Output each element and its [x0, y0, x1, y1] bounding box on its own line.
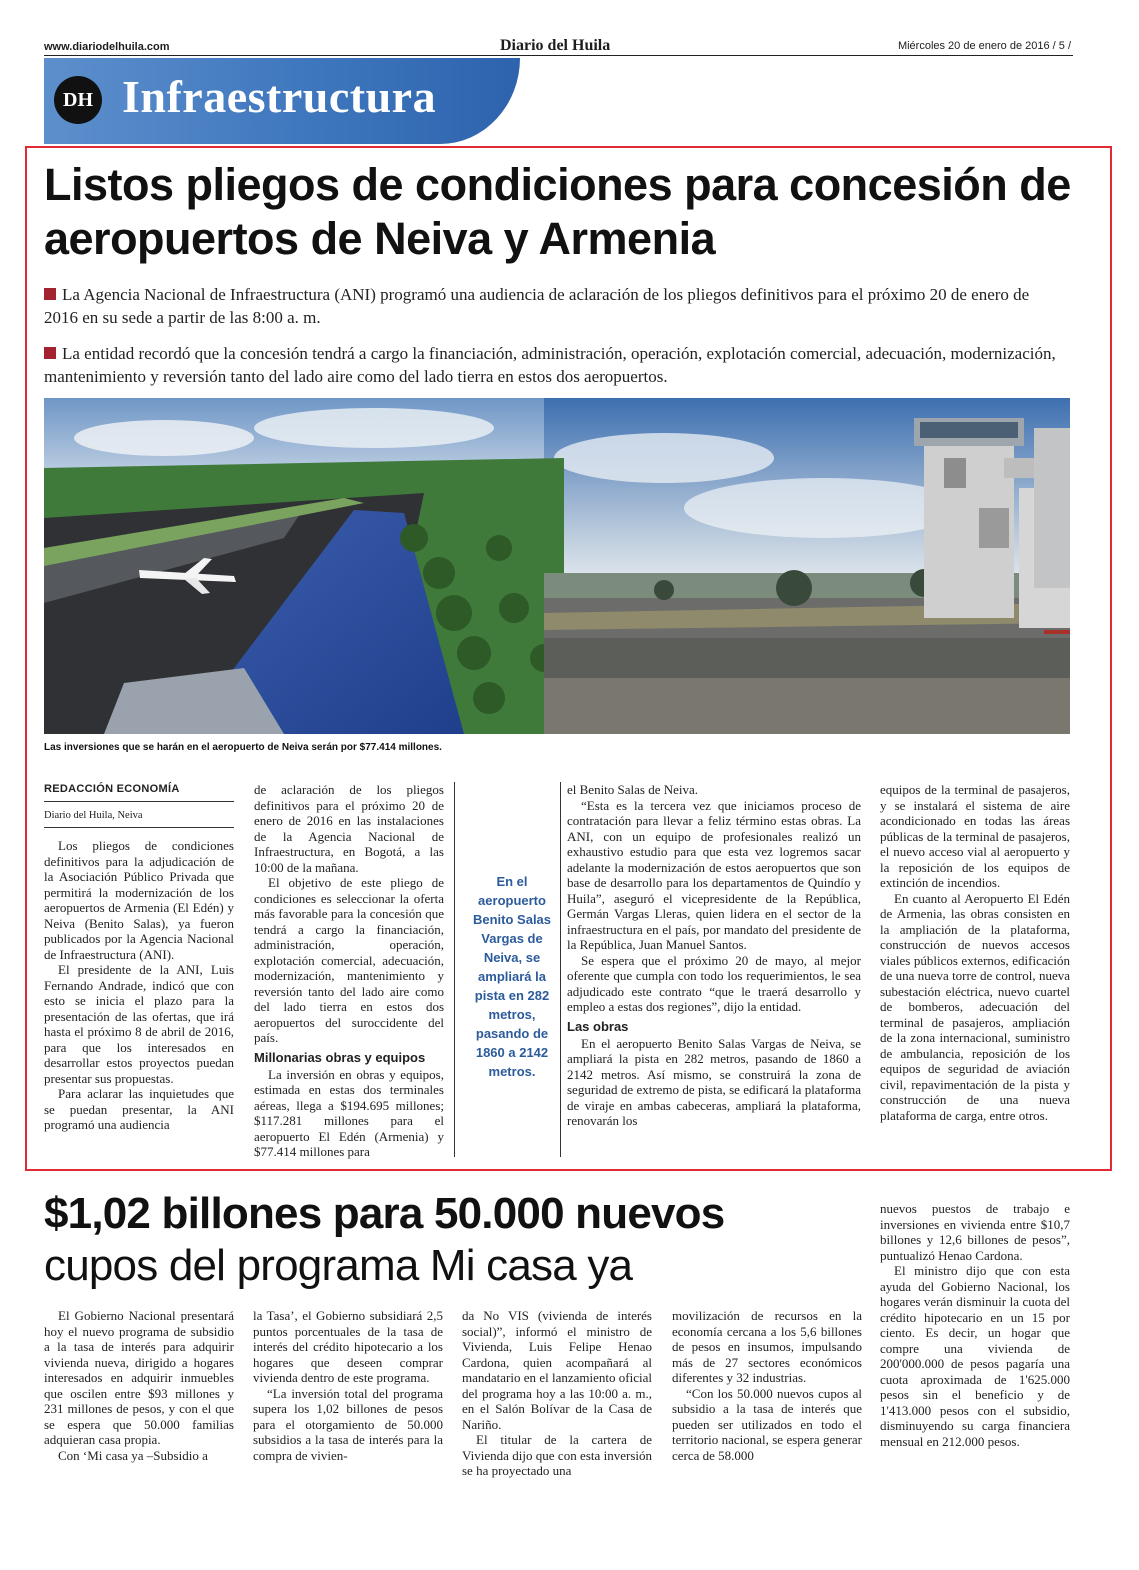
paragraph: movilización de recursos en la economía cercana a los 5,6 billones de pesos en insumos, impulsando más de 27 sectores económicos diferentes y 32 industrias. — [672, 1308, 862, 1385]
paragraph: Para aclarar las inquietudes que se puedan presentar, la ANI programó una audiencia — [44, 1086, 234, 1132]
headline-line-1: $1,02 billones para 50.000 nuevos — [44, 1189, 725, 1238]
subheading: Millonarias obras y equipos — [254, 1049, 426, 1065]
article-headline: Listos pliegos de condiciones para concesión de aeropuertos de Neiva y Armenia — [44, 159, 1071, 264]
airport-photo — [44, 398, 1070, 734]
paragraph: equipos de la terminal de pasajeros, y se instalará el sistema de aire acondicionado en todas las áreas públicas de la terminal de pasajeros, el nuevo acceso vial al aeropuerto y la reposición de los equipos de extinción de incendios. — [880, 782, 1070, 890]
lead-paragraph-1 — [44, 283, 1064, 329]
article-column-2 — [254, 782, 444, 1160]
dh-logo: DH — [54, 76, 102, 124]
subheading: Las obras — [567, 1018, 629, 1034]
headline-line-2: cupos del programa Mi casa ya — [44, 1241, 633, 1290]
paragraph: el Benito Salas de Neiva. — [567, 782, 699, 797]
article-column-1 — [44, 783, 234, 1133]
second-article-column-4 — [672, 1308, 862, 1463]
byline-source: Diario del Huila, Neiva — [44, 810, 143, 821]
second-article-column-2 — [253, 1308, 443, 1463]
byline-rule — [44, 801, 234, 802]
paper-name: Diario del Huila — [500, 37, 611, 54]
lead-text: La Agencia Nacional de Infraestructura (ANI) programó una audiencia de aclaración de los pliegos definitivos para el próximo 20 de enero de 2016 en su sede a partir de las 8:00 a. m. — [44, 285, 1030, 327]
paragraph: “Esta es la tercera vez que iniciamos proceso de contratación para llevar a feliz término estas obras. La ANI, con un equipo de profesionales realizó un exhaustivo estudio para que esta vez logremos sacar adelante la modernización de estos aeropuertos que son base de desarrollo para los departamentos de Quindío y Huila”, aseguró el vicepresidente de la República, Germán Vargas Lleras, quien lidera en el sector de la infraestructura en el país, por mandato del presidente de la República, Juan Manuel Santos. — [567, 797, 861, 952]
second-article-column-5 — [880, 1201, 1070, 1449]
column-rule — [560, 782, 561, 1157]
header-rule — [44, 55, 1073, 56]
paragraph: En cuanto al Aeropuerto El Edén de Armenia, las obras consisten en la ampliación de la plataforma, construcción de nuevos accesos viales públicos externos, edificación de una nueva torre de control, nueva subestación eléctrica, nuevo cuartel de bomberos, adecuación del terminal de pasajeros, ampliación de la zona internacional, suministro de ambulancia, reposición de los equipos de seguridad de aviación civil, repavimentación de la pista y construcción de una nueva plataforma de carga, entre otros. — [880, 890, 1070, 1123]
lead-text: La entidad recordó que la concesión tendrá a cargo la financiación, administración, operación, explotación comercial, adecuación, modernización, mantenimiento y reversión tanto del lado aire como del lado tierra en estos dos aeropuertos. — [44, 344, 1056, 386]
lead-paragraph-2 — [44, 342, 1064, 388]
paragraph: “Con los 50.000 nuevos cupos al subsidio a la tasa de interés que pueden ser utilizados en todo el territorio nacional, se espera generar cerca de 58.000 — [672, 1385, 862, 1463]
column-rule — [454, 782, 455, 1157]
article-column-3 — [567, 782, 861, 1129]
paragraph: La inversión en obras y equipos, estimada en estas dos terminales aéreas, llega a $194.695 millones; $117.281 millones para el aeropuerto El Edén (Armenia) y $77.414 millones para — [254, 1066, 444, 1159]
airport-photo-illustration — [44, 398, 1070, 734]
pull-quote: En el aeropuerto Benito Salas Vargas de Neiva, se ampliará la pista en 282 metros, pasando de 1860 a 2142 metros. — [472, 874, 552, 1079]
website-url: www.diariodelhuila.com — [44, 41, 170, 53]
paragraph: Con ‘Mi casa ya –Subsidio a — [58, 1447, 208, 1463]
paragraph: El objetivo de este pliego de condiciones es seleccionar la oferta más favorable para la concesión que tendrá a cargo la financiación, administración, operación, explotación comercial, adecuación, modernización, mantenimiento y reversión tanto del lado aire como del lado tierra en estos dos aeropuertos del suroccidente del país. — [254, 875, 444, 1045]
second-article-headline — [44, 1188, 844, 1292]
section-title: Infraestructura — [122, 71, 437, 122]
paragraph: “La inversión total del programa supera los 1,02 billones de pesos para el otorgamiento de 50.000 subsidios a la tasa de interés para la compra de vivien- — [253, 1385, 443, 1463]
paragraph: El presidente de la ANI, Luis Fernando Andrade, indicó que con esto se inicia el plazo para la presentación de las ofertas, que irá hasta el próximo 8 de abril de 2016, para que los interesados en desarrollar estos proyectos puedan presentar sus propuestas. — [44, 962, 234, 1086]
bullet-square-icon — [44, 288, 56, 300]
second-article-column-3 — [462, 1308, 652, 1479]
paragraph: de aclaración de los pliegos definitivos para el próximo 20 de enero de 2016 en las instalaciones de la Agencia Nacional de Infraestructura, en Bogotá, a las 10:00 de la mañana. — [254, 782, 444, 875]
paragraph: da No VIS (vivienda de interés social)”, informó el ministro de Vivienda, Luis Felipe Henao Cardona, quien acompañará al mandatario en el lanzamiento oficial del programa hoy a las 10:00 a. m., en el Salón Bolívar de la Casa de Nariño. — [462, 1308, 652, 1432]
paragraph: la Tasa’, el Gobierno subsidiará 2,5 puntos porcentuales de la tasa de interés del crédito hipotecario a los hogares que deseen comprar vivienda dentro de este programa. — [253, 1308, 443, 1385]
second-article-column-1 — [44, 1308, 234, 1463]
paragraph: En el aeropuerto Benito Salas Vargas de Neiva, se ampliará la pista en 282 metros, pasando de 1860 a 2142 metros. Así mismo, se construirá la zona de seguridad de extremo de pista, se edificará la plataforma de viraje en ambas cabeceras, ampliará la plataforma, renovarán los — [567, 1035, 861, 1128]
article-column-4 — [880, 782, 1070, 1123]
byline: REDACCIÓN ECONOMÍA — [44, 783, 180, 795]
control-tower-shape — [914, 418, 1070, 628]
bullet-square-icon — [44, 347, 56, 359]
paragraph: El Gobierno Nacional presentará hoy el nuevo programa de subsidio a la tasa de interés para adquirir vivienda nueva, dirigido a hogares interesados en adquirir inmuebles que oscilen entre $93 millones y 231 millones de pesos, y con el que se espera que 50.000 familias adquieran casa propia. — [44, 1308, 234, 1447]
page-date: Miércoles 20 de enero de 2016 / 5 / — [897, 40, 1071, 52]
paragraph: Los pliegos de condiciones definitivos para la adjudicación de la Asociación Público Privada que permitirá la modernización de los aeropuertos de Armenia (El Edén) y Neiva (Benito Salas), ya fueron publicados por la Agencia Nacional de Infraestructura (ANI). — [44, 838, 234, 962]
byline-rule — [44, 827, 234, 828]
paragraph: Se espera que el próximo 20 de mayo, al mejor oferente que cumpla con todo los requerimientos, le sea adjudicado este contrato “que le traerá desarrollo y empleo a estas dos regiones”, dijo la entidad. — [567, 952, 861, 1014]
paragraph: El titular de la cartera de Vivienda dijo que con esta inversión se ha proyectado una — [462, 1432, 652, 1478]
paragraph: nuevos puestos de trabajo e inversiones en vivienda entre $10,7 billones y 12,6 billones de pesos”, puntualizó Henao Cardona. — [880, 1201, 1070, 1263]
photo-caption: Las inversiones que se harán en el aeropuerto de Neiva serán por $77.414 millones. — [44, 742, 442, 753]
paragraph: El ministro dijo que con esta ayuda del Gobierno Nacional, los hogares verán disminuir la cuota del crédito hipotecario en un 15 por ciento. Es decir, un hogar que compre una vivienda de 200'000.000 de pesos pagaría una cuota aproximada de 1'625.000 pesos sin el beneficio y de 1'413.000 pesos con el subsidio, disminuyendo su carga financiera mensual en 212.000 pesos. — [880, 1263, 1070, 1449]
